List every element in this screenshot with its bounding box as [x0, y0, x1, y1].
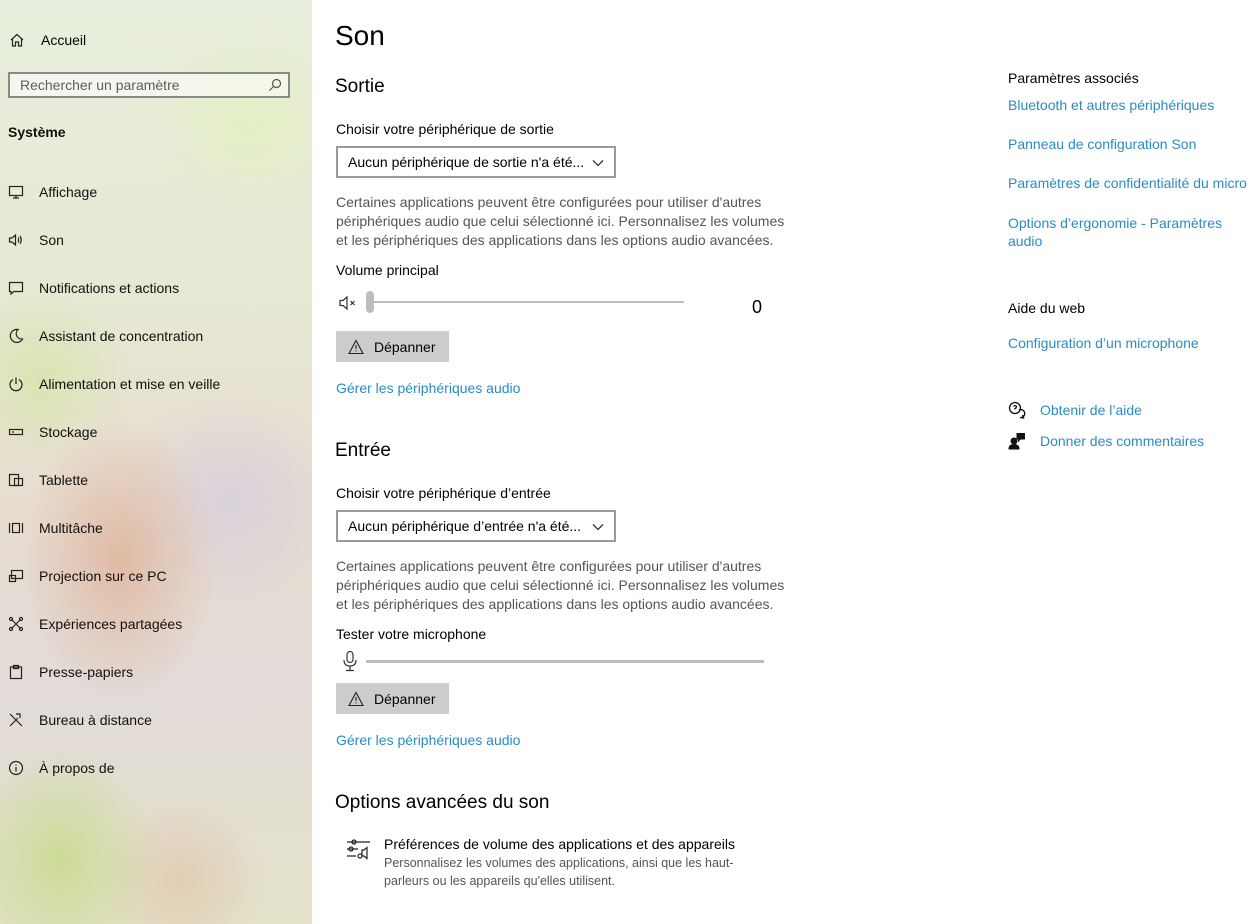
- volume-muted-icon[interactable]: [338, 292, 360, 314]
- remote-desktop-icon: [8, 712, 24, 728]
- chevron-down-icon: [592, 520, 604, 532]
- help-chat-icon: [1008, 401, 1026, 419]
- output-heading: Sortie: [335, 76, 385, 97]
- input-troubleshoot-label: Dépanner: [374, 690, 436, 707]
- web-help-heading: Aide du web: [1008, 300, 1086, 316]
- sidebar-item-notifications[interactable]: [0, 264, 312, 312]
- nav-list: [0, 168, 312, 792]
- search-input[interactable]: [10, 74, 260, 96]
- chevron-down-icon: [592, 156, 604, 168]
- input-manage-devices-link[interactable]: Gérer les périphériques audio: [336, 732, 521, 748]
- sidebar-item-bureau-distance[interactable]: [0, 696, 312, 744]
- sidebar-item-label: Alimentation et mise en veille: [39, 376, 221, 392]
- sidebar-item-label: À propos de: [39, 760, 115, 776]
- main-content: [312, 0, 992, 924]
- output-device-label: Choisir votre périphérique de sortie: [336, 121, 554, 137]
- page-title: Son: [335, 20, 385, 51]
- search-icon[interactable]: [268, 78, 282, 92]
- sidebar-item-son[interactable]: [0, 216, 312, 264]
- mic-level-bar: [366, 660, 764, 663]
- home-icon: [8, 31, 26, 49]
- multitask-icon: [8, 520, 24, 536]
- sidebar-item-tablette[interactable]: [0, 456, 312, 504]
- sidebar-item-label: Bureau à distance: [39, 712, 152, 728]
- sidebar-item-experiences[interactable]: [0, 600, 312, 648]
- mic-test-label: Tester votre microphone: [336, 626, 487, 642]
- microphone-icon: [340, 650, 362, 672]
- sidebar-item-concentration[interactable]: [0, 312, 312, 360]
- search-box[interactable]: [8, 72, 290, 98]
- input-heading: Entrée: [335, 440, 391, 461]
- output-manage-devices-link[interactable]: Gérer les périphériques audio: [336, 380, 521, 396]
- volume-slider-thumb[interactable]: [366, 291, 374, 313]
- sidebar-item-affichage[interactable]: [0, 168, 312, 216]
- storage-icon: [8, 424, 24, 440]
- sidebar-item-label: Projection sur ce PC: [39, 568, 167, 584]
- section-title: Système: [8, 124, 66, 140]
- output-troubleshoot-button[interactable]: [336, 331, 449, 362]
- sidebar-item-label: Assistant de concentration: [39, 328, 204, 344]
- app-volume-description: Personnalisez les volumes des applications, ainsi que les haut-parleurs ou les appareils qu'elles utilisent.: [384, 856, 734, 888]
- get-help-label: Obtenir de l’aide: [1040, 402, 1142, 418]
- advanced-heading: Options avancées du son: [335, 792, 550, 813]
- home-label: Accueil: [41, 32, 87, 48]
- sidebar: [0, 0, 312, 924]
- sidebar-item-a-propos[interactable]: [0, 744, 312, 792]
- sidebar-item-presse-papiers[interactable]: [0, 648, 312, 696]
- info-icon: [8, 760, 24, 776]
- sidebar-item-label: Stockage: [39, 424, 98, 440]
- output-description: Certaines applications peuvent être configurées pour utiliser d'autres périphériques audio que celui sélectionné ici. Personnalisez les volumes et les périphériques des applications dans les options audio avancées.: [336, 194, 785, 248]
- input-device-select[interactable]: [336, 510, 616, 542]
- sidebar-item-projection[interactable]: [0, 552, 312, 600]
- notification-icon: [8, 280, 24, 296]
- tablet-icon: [8, 472, 24, 488]
- moon-icon: [8, 328, 24, 344]
- sidebar-item-label: Multitâche: [39, 520, 103, 536]
- sound-control-panel-link[interactable]: Panneau de configuration Son: [1008, 136, 1197, 152]
- feedback-icon: [1008, 432, 1026, 450]
- display-icon: [8, 184, 24, 200]
- feedback-link[interactable]: [1008, 432, 1204, 450]
- sidebar-item-label: Son: [39, 232, 64, 248]
- output-device-select[interactable]: [336, 146, 616, 178]
- input-device-value: Aucun périphérique d’entrée n'a été...: [348, 518, 582, 534]
- shared-icon: [8, 616, 24, 632]
- app-volume-title: Préférences de volume des applications et des appareils: [384, 836, 735, 852]
- mic-setup-link[interactable]: Configuration d’un microphone: [1008, 335, 1199, 351]
- sidebar-item-label: Expériences partagées: [39, 616, 183, 632]
- clipboard-icon: [8, 664, 24, 680]
- related-panel: [1008, 0, 1254, 924]
- output-troubleshoot-label: Dépanner: [374, 338, 436, 355]
- volume-slider-track[interactable]: [370, 301, 684, 303]
- sidebar-item-label: Affichage: [39, 184, 98, 200]
- bluetooth-link[interactable]: Bluetooth et autres périphériques: [1008, 97, 1215, 113]
- sidebar-item-stockage[interactable]: [0, 408, 312, 456]
- warning-icon: [348, 339, 364, 355]
- related-settings-heading: Paramètres associés: [1008, 70, 1139, 86]
- sidebar-item-label: Notifications et actions: [39, 280, 180, 296]
- home-link[interactable]: [8, 27, 86, 53]
- feedback-label: Donner des commentaires: [1040, 433, 1205, 449]
- volume-label: Volume principal: [336, 262, 439, 278]
- power-icon: [8, 376, 24, 392]
- input-troubleshoot-button[interactable]: [336, 683, 449, 714]
- sidebar-item-multitache[interactable]: [0, 504, 312, 552]
- projection-icon: [8, 568, 24, 584]
- mixer-icon: [346, 838, 372, 862]
- volume-value: 0: [752, 297, 763, 317]
- get-help-link[interactable]: [1008, 401, 1142, 419]
- sidebar-item-label: Presse-papiers: [39, 664, 134, 680]
- speaker-icon: [8, 232, 24, 248]
- ease-of-access-audio-link[interactable]: Options d’ergonomie - Paramètres audio: [1008, 215, 1222, 249]
- mic-privacy-link[interactable]: Paramètres de confidentialité du micro: [1008, 175, 1247, 191]
- input-description: Certaines applications peuvent être configurées pour utiliser d'autres périphériques audio que celui sélectionné ici. Personnalisez les volumes et les périphériques des applications dans les options audio avancées.: [336, 558, 785, 612]
- sidebar-item-label: Tablette: [39, 472, 89, 488]
- sidebar-item-alimentation[interactable]: [0, 360, 312, 408]
- warning-icon: [348, 691, 364, 707]
- output-device-value: Aucun périphérique de sortie n'a été...: [348, 154, 585, 170]
- input-device-label: Choisir votre périphérique d’entrée: [336, 485, 551, 501]
